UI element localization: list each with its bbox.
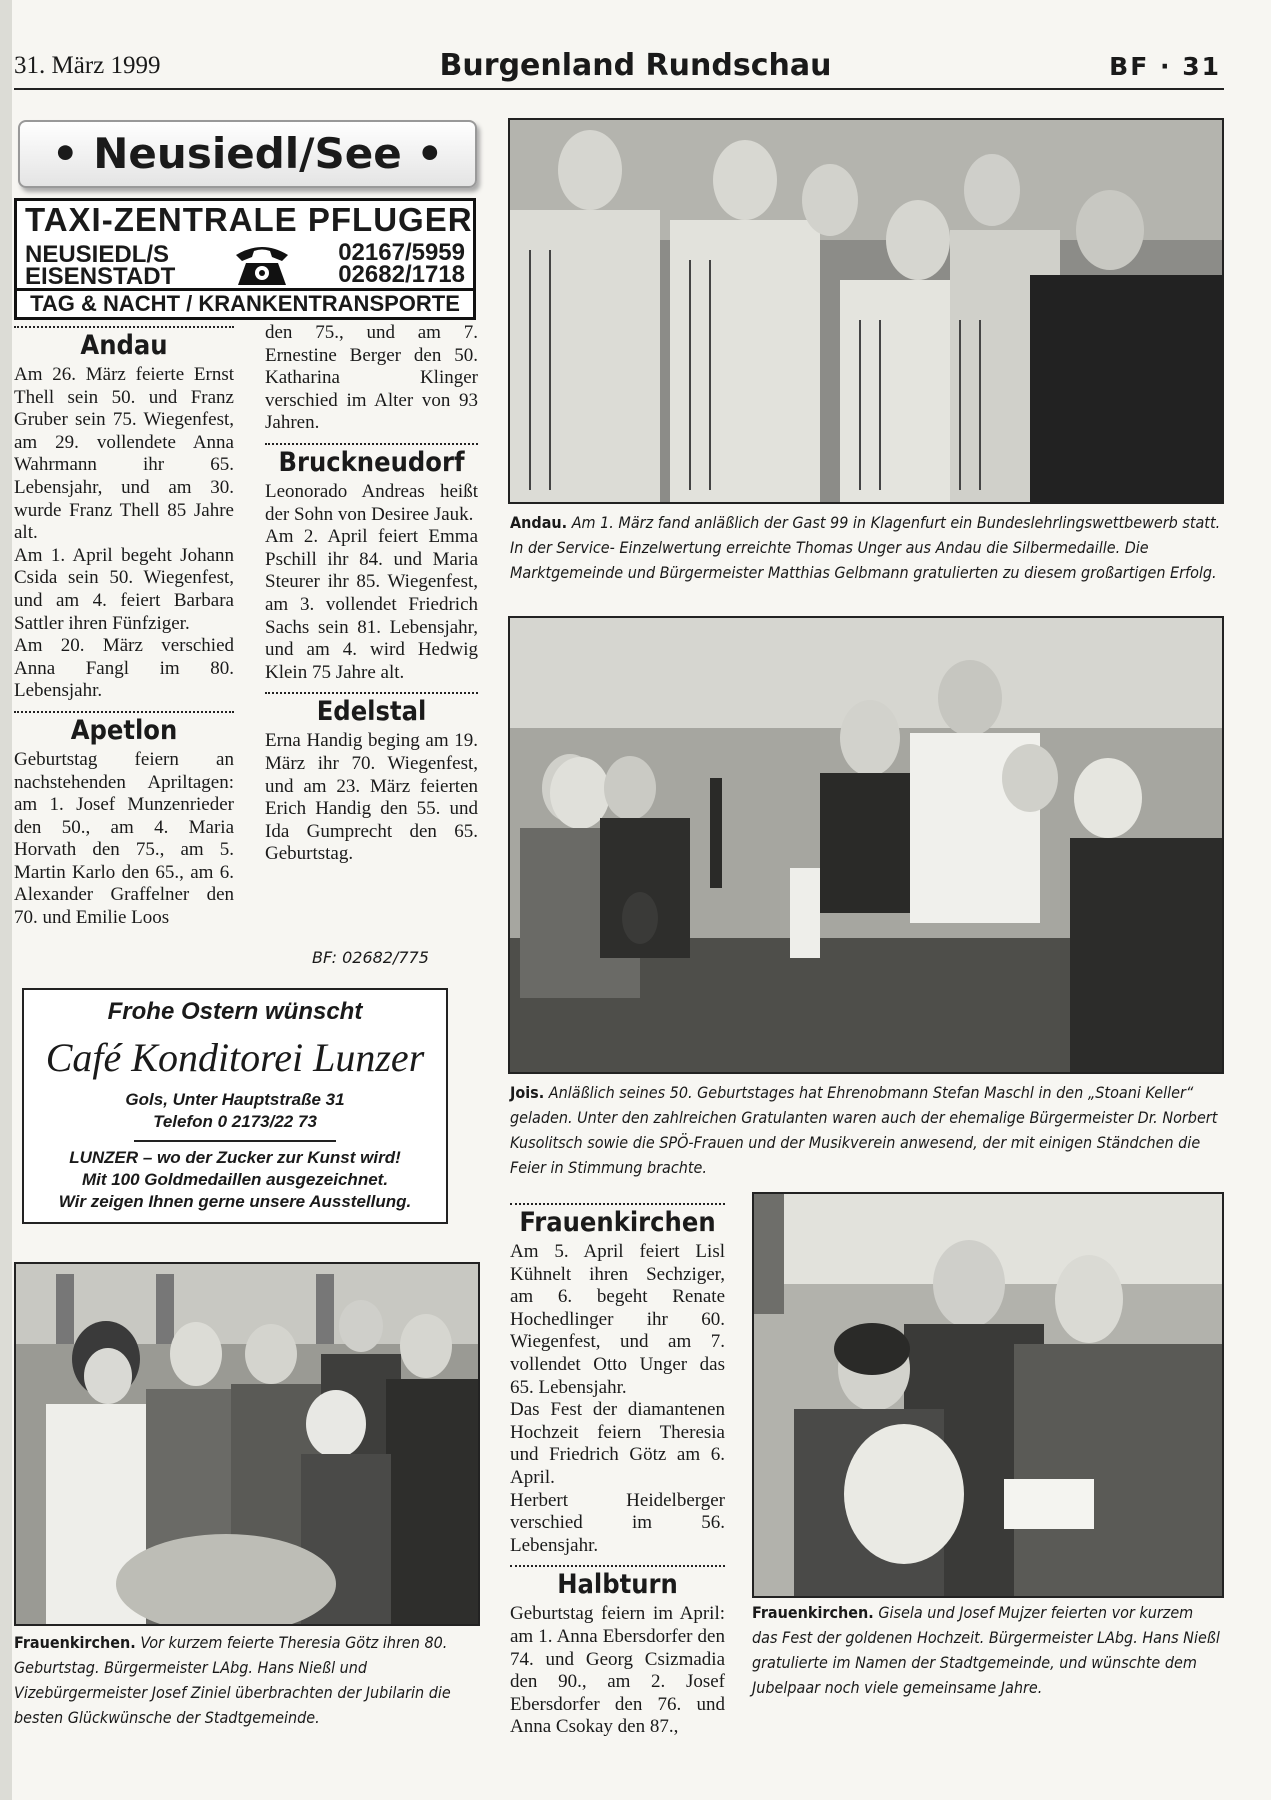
caption-frauenkirchen-right bbox=[752, 1600, 1222, 1700]
newspaper-title: Burgenland Rundschau bbox=[439, 48, 832, 83]
divider bbox=[134, 1140, 336, 1142]
taxi-city-2: EISENSTADT bbox=[25, 263, 176, 290]
cafe-address: Gols, Unter Hauptstraße 31 bbox=[125, 1090, 345, 1109]
cafe-name: Café Konditorei Lunzer bbox=[45, 1035, 425, 1080]
cafe-phone: Telefon 0 2173/22 73 bbox=[153, 1112, 317, 1131]
taxi-phone-2: 02682/1718 bbox=[338, 261, 465, 288]
paragraph: Am 26. März feierte Ernst Thell sein 50. und Franz Gruber sein 75. Wiegenfest, am 29. vollendete Anna Wahrmann ihr 65. Lebensjahr, und am 30. wurde Franz Thell 85 Jahre alt. bbox=[14, 364, 234, 544]
frauenkirchen-article bbox=[510, 1241, 725, 1557]
column-middle bbox=[265, 322, 478, 866]
cafe-advertisement bbox=[22, 988, 448, 1224]
bf-phone-reference: BF: 02682/775 bbox=[312, 948, 429, 967]
caption-frauenkirchen-left bbox=[14, 1630, 476, 1730]
region-banner: • Neusiedl/See • bbox=[18, 120, 477, 188]
paragraph: Am 5. April feiert Lisl Kühnelt ihren Sechziger, am 6. begeht Renate Hochedlinger ihr 60. Wiegenfest, und am 7. vollendet Otto Unger das 65. Lebensjahr. bbox=[510, 1241, 725, 1398]
column-left bbox=[14, 326, 234, 930]
paragraph: Leonorado Andreas heißt der Sohn von Desiree Jauk. bbox=[265, 480, 478, 525]
andau-article bbox=[14, 364, 234, 703]
caption-text: Anläßlich seines 50. Geburtstages hat Ehrenobmann Stefan Maschl in den „Stoani Keller“ geladen. Unter den zahlreichen Gratulanten waren auch der ehemalige Bürgermeister Dr. Norbert Kusolitsch sowie die SPÖ-Frauen und der Musikverein anwesend, der mit einigen Ständchen die Feier in Stimmung brachte. bbox=[510, 1083, 1218, 1177]
caption-location: Andau. bbox=[510, 513, 568, 532]
easter-greeting: Frohe Ostern wünscht bbox=[107, 998, 363, 1025]
taxi-city-1: NEUSIEDL/S bbox=[25, 241, 170, 268]
photo-birthday-goetz bbox=[14, 1262, 480, 1626]
caption-text: Gisela und Josef Mujzer feierten vor kurzem das Fest der goldenen Hochzeit. Bürgermeister LAbg. Hans Nießl gratulierte im Namen der Stadtgemeinde, und wünschte dem Jubelpaar noch viele gemeinsame Jahre. bbox=[752, 1603, 1220, 1697]
caption-jois bbox=[510, 1080, 1222, 1180]
taxi-advertisement bbox=[14, 198, 476, 320]
caption-text: Vor kurzem feierte Theresia Götz ihren 80. Geburtstag. Bürgermeister LAbg. Hans Nießl und Vizebürgermeister Josef Ziniel überbrachten der Jubilarin die besten Glückwünsche der Stadtgemeinde. bbox=[14, 1633, 451, 1727]
halbturn-article bbox=[510, 1603, 725, 1739]
paragraph: den 75., und am 7. Ernestine Berger den 50. Katharina Klinger verschied im Alter von 93 Jahren. bbox=[265, 322, 478, 434]
caption-andau bbox=[510, 510, 1222, 585]
header-rule bbox=[14, 88, 1224, 90]
column-right-text bbox=[510, 1203, 725, 1739]
taxi-phone-1: 02167/5959 bbox=[338, 239, 465, 266]
taxi-title: TAXI-ZENTRALE PFLUGER bbox=[25, 201, 473, 238]
photo-golden-wedding bbox=[752, 1192, 1224, 1598]
issue-date: 31. März 1999 bbox=[14, 52, 161, 79]
paragraph: Am 20. März verschied Anna Fangl im 80. Lebensjahr. bbox=[14, 635, 234, 702]
cafe-slogan: Mit 100 Goldmedaillen ausgezeichnet. bbox=[81, 1170, 389, 1189]
paragraph: Am 1. April begeht Johann Csida sein 50. Wiegenfest, und am 4. feiert Barbara Sattler ihren Fünfziger. bbox=[14, 544, 234, 634]
bruckneudorf-heading: Bruckneudorf bbox=[278, 446, 465, 478]
caption-location: Jois. bbox=[510, 1083, 545, 1102]
photo-jois-party bbox=[508, 616, 1224, 1074]
cafe-slogan: LUNZER – wo der Zucker zur Kunst wird! bbox=[69, 1148, 401, 1167]
edelstal-article bbox=[265, 730, 478, 866]
apetlon-heading: Apetlon bbox=[70, 714, 178, 746]
telephone-icon bbox=[232, 239, 292, 287]
paragraph: Das Fest der diamantenen Hochzeit feiern Theresia und Friedrich Götz am 6. April. bbox=[510, 1399, 725, 1488]
cafe-slogan: Wir zeigen Ihnen gerne unsere Ausstellung. bbox=[58, 1192, 412, 1211]
photo-andau-waiters bbox=[508, 118, 1224, 504]
taxi-footer: TAG & NACHT / KRANKENTRANSPORTE bbox=[17, 288, 473, 317]
caption-location: Frauenkirchen. bbox=[14, 1633, 136, 1652]
edelstal-heading: Edelstal bbox=[316, 696, 427, 728]
continued-article bbox=[265, 322, 478, 435]
paragraph: Geburtstag feiern an nachstehenden Apriltagen: am 1. Josef Munzenrieder den 50., am 4. Maria Horvath den 75., am 5. Martin Karlo den 65., am 6. Alexander Graffelner den 70. und Emilie Loos bbox=[14, 748, 234, 929]
paragraph: Am 2. April feiert Emma Pschill ihr 84. und Maria Steurer ihr 85. Wiegenfest, am 3. vollendet Friedrich Sachs sein 81. Lebensjahr, und am 4. wird Hedwig Klein 75 Jahre alt. bbox=[265, 526, 478, 683]
paragraph: Geburtstag feiern im April: am 1. Anna Ebersdorfer den 74. und Georg Csizmadia den 90., am 2. Josef Ebersdorfer den 76. und Anna Csokay den 87., bbox=[510, 1603, 725, 1738]
caption-location: Frauenkirchen. bbox=[752, 1603, 874, 1622]
bruckneudorf-article bbox=[265, 481, 478, 684]
caption-text: Am 1. März fand anläßlich der Gast 99 in Klagenfurt ein Bundeslehrlingswettbewerb statt. In der Service- Einzelwertung erreichte Thomas Unger aus Andau die Silbermedaille. Die Marktgemeinde und Bürgermeister Matthias Gelbmann gratulierten zu diesem großartigen Erfolg. bbox=[510, 513, 1221, 582]
halbturn-heading: Halbturn bbox=[557, 1569, 678, 1601]
frauenkirchen-heading: Frauenkirchen bbox=[519, 1207, 716, 1238]
paragraph: Herbert Heidelberger verschied im 56. Lebensjahr. bbox=[510, 1489, 725, 1556]
page-number: BF · 31 bbox=[1109, 52, 1221, 81]
page-edge bbox=[0, 0, 12, 1800]
apetlon-article bbox=[14, 749, 234, 930]
paragraph: Erna Handig beging am 19. März ihr 70. Wiegenfest, und am 23. März feierten Erich Handig den 55. und Ida Gumprecht den 65. Geburtstag. bbox=[265, 730, 478, 865]
andau-heading: Andau bbox=[80, 330, 168, 361]
